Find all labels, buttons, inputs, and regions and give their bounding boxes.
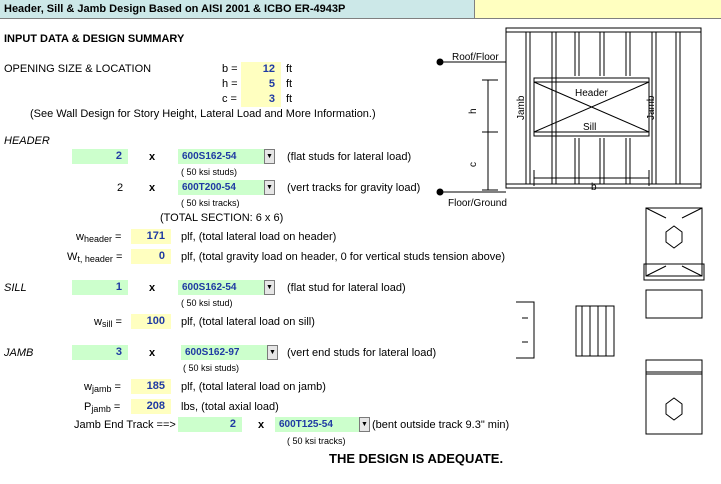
jamb-diagram-label-left: Jamb xyxy=(516,95,527,120)
header-stud-select[interactable] xyxy=(178,149,275,164)
chevron-down-icon[interactable]: ▼ xyxy=(267,345,278,360)
sheet-title: Header, Sill & Jamb Design Based on AISI 2001 & ICBO ER-4943P xyxy=(4,3,346,15)
roof-floor-label: Roof/Floor xyxy=(452,52,499,63)
chevron-down-icon[interactable]: ▼ xyxy=(264,149,275,164)
sill-stud-select-value: 600S162-54 xyxy=(182,282,237,293)
opening-label: OPENING SIZE & LOCATION xyxy=(4,63,152,75)
w-jamb-label: wjamb = xyxy=(84,381,121,394)
total-section: (TOTAL SECTION: 6 x 6) xyxy=(160,212,284,224)
jamb-section-label: JAMB xyxy=(4,347,34,359)
b-input[interactable]: 12 xyxy=(241,62,281,77)
c-input[interactable]: 3 xyxy=(241,92,281,107)
header-track-select[interactable] xyxy=(178,180,275,195)
jamb-track-ksi: ( 50 ksi tracks) xyxy=(287,436,346,446)
wt-header-label: Wt, header = xyxy=(67,251,123,264)
header-track-qty: 2 xyxy=(117,182,124,194)
header-stud-ksi: ( 50 ksi studs) xyxy=(181,167,238,177)
floor-ground-label: Floor/Ground xyxy=(448,198,507,209)
jamb-track-desc: (bent outside track 9.3" min) xyxy=(372,419,510,431)
wt-header-input[interactable]: 0 xyxy=(131,249,171,264)
w-sill-desc: plf, (total lateral load on sill) xyxy=(181,316,315,328)
header-track-desc: (vert tracks for gravity load) xyxy=(287,182,421,194)
header-track-select-value: 600T200-54 xyxy=(182,182,236,193)
times-sign: x xyxy=(149,347,156,359)
header-stud-qty-input[interactable]: 2 xyxy=(72,149,128,164)
jamb-qty-input[interactable]: 3 xyxy=(72,345,128,360)
wall-design-note: (See Wall Design for Story Height, Lateral Load and More Information.) xyxy=(30,108,376,120)
w-header-desc: plf, (total lateral load on header) xyxy=(181,231,337,243)
b-dimension-label: b xyxy=(591,182,597,193)
c-dimension-label: c xyxy=(468,162,479,167)
jamb-track-qty-input[interactable]: 2 xyxy=(178,417,242,432)
w-jamb-input[interactable]: 185 xyxy=(131,379,171,394)
w-sill-input[interactable]: 100 xyxy=(131,314,171,329)
wt-header-desc: plf, (total gravity load on header, 0 for vertical studs tension above) xyxy=(181,251,506,263)
sill-qty-input[interactable]: 1 xyxy=(72,280,128,295)
header-section-label: HEADER xyxy=(4,135,50,147)
jamb-track-select-value: 600T125-54 xyxy=(279,419,333,430)
p-jamb-desc: lbs, (total axial load) xyxy=(181,401,279,413)
c-label: c = xyxy=(222,93,237,105)
title-side-cell[interactable] xyxy=(475,0,721,19)
jamb-track-select[interactable] xyxy=(275,417,370,432)
jamb-section-detail xyxy=(516,290,702,434)
design-result: THE DESIGN IS ADEQUATE. xyxy=(329,451,504,466)
w-header-input[interactable]: 171 xyxy=(131,229,171,244)
jamb-diagram-label-right: Jamb xyxy=(646,95,657,120)
jamb-stud-desc: (vert end studs for lateral load) xyxy=(287,347,437,359)
h-unit: ft xyxy=(286,78,293,90)
chevron-down-icon[interactable]: ▼ xyxy=(264,180,275,195)
w-header-label: wheader = xyxy=(76,231,122,244)
w-sill-label: wsill = xyxy=(94,316,122,329)
chevron-down-icon[interactable]: ▼ xyxy=(359,417,370,432)
times-sign: x xyxy=(149,282,156,294)
times-sign: x xyxy=(258,419,265,431)
c-unit: ft xyxy=(286,93,293,105)
h-dimension-label: h xyxy=(468,108,479,114)
sill-stud-select[interactable] xyxy=(178,280,275,295)
h-label: h = xyxy=(222,78,238,90)
header-track-ksi: ( 50 ksi tracks) xyxy=(181,198,240,208)
jamb-stud-select[interactable] xyxy=(181,345,278,360)
b-label: b = xyxy=(222,63,238,75)
framing-diagram xyxy=(430,20,721,484)
w-jamb-desc: plf, (total lateral load on jamb) xyxy=(181,381,326,393)
jamb-stud-ksi: ( 50 ksi studs) xyxy=(183,363,240,373)
header-stud-desc: (flat studs for lateral load) xyxy=(287,151,412,163)
chevron-down-icon[interactable]: ▼ xyxy=(264,280,275,295)
header-section-detail xyxy=(644,208,704,280)
sill-stud-desc: (flat stud for lateral load) xyxy=(287,282,406,294)
jamb-stud-select-value: 600S162-97 xyxy=(185,347,240,358)
jamb-track-label: Jamb End Track ==> xyxy=(74,419,176,431)
p-jamb-input[interactable]: 208 xyxy=(131,399,171,414)
sill-diagram-label: Sill xyxy=(583,122,597,133)
b-unit: ft xyxy=(286,63,293,75)
header-diagram-label: Header xyxy=(575,88,608,99)
times-sign: x xyxy=(149,151,156,163)
h-input[interactable]: 5 xyxy=(241,77,281,92)
header-stud-select-value: 600S162-54 xyxy=(182,151,237,162)
p-jamb-label: Pjamb = xyxy=(84,401,121,414)
times-sign: x xyxy=(149,182,156,194)
sill-section-label: SILL xyxy=(4,282,27,294)
section-heading: INPUT DATA & DESIGN SUMMARY xyxy=(4,33,185,45)
sill-stud-ksi: ( 50 ksi stud) xyxy=(181,298,233,308)
